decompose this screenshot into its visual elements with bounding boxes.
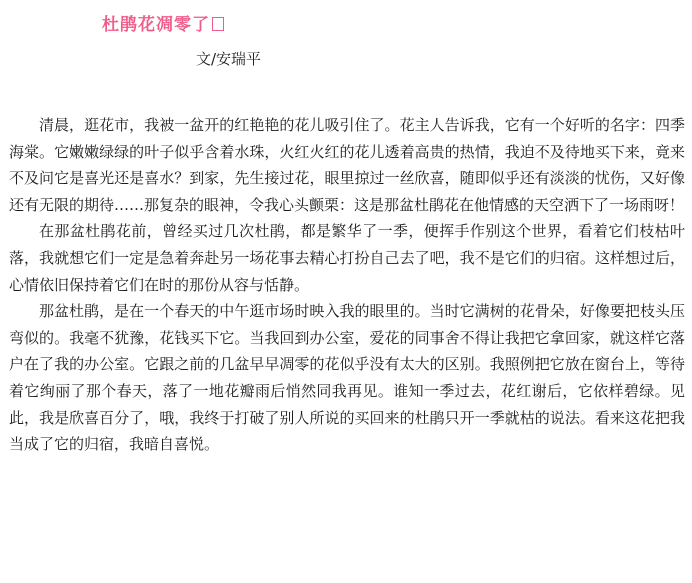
article-title-text: 杜鹃花凋零了 (102, 15, 210, 35)
paragraph: 在那盆杜鹃花前，曾经买过几次杜鹃，都是繁华了一季，便挥手作别这个世界，看着它们枝枯叶落，我就想它们一定是急着奔赴另一场花事去精心打扮自己去了吧，我不是它们的归宿。这样想过后，心情依旧保持着它们在时的那份从容与恬静。 (9, 222, 685, 294)
article-body (9, 112, 685, 458)
article-author: 文/安瑞平 (196, 50, 262, 68)
paragraph: 清晨，逛花市，我被一盆开的红艳艳的花儿吸引住了。花主人告诉我，它有一个好听的名字：四季海棠。它嫩嫩绿绿的叶子似乎含着水珠，火红火红的花儿透着高贵的热情，我迫不及待地买下来，竟来不及问它是喜光还是喜水？到家，先生接过花，眼里掠过一丝欣喜，随即似乎还有淡淡的忧伤，又好像还有无限的期待……那复杂的眼神，令我心头颤栗：这是那盆杜鹃花在他情感的天空洒下了一场雨呀！ (9, 116, 685, 214)
missing-glyph-icon (212, 17, 224, 31)
article-title (102, 10, 224, 35)
paragraph: 那盆杜鹃，是在一个春天的中午逛市场时映入我的眼里的。当时它满树的花骨朵，好像要把枝头压弯似的。我毫不犹豫，花钱买下它。当我回到办公室，爱花的同事舍不得让我把它拿回家，就这样它落户在了我的办公室。它跟之前的几盆早早凋零的花似乎没有太大的区别。我照例把它放在窗台上，等待着它绚丽了那个春天，落了一地花瓣雨后悄然同我再见。谁知一季过去，花红谢后，它依样碧绿。见此，我是欣喜百分了，哦，我终于打破了别人所说的买回来的杜鹃只开一季就枯的说法。看来这花把我当成了它的归宿，我暗自喜悦。 (9, 302, 685, 454)
